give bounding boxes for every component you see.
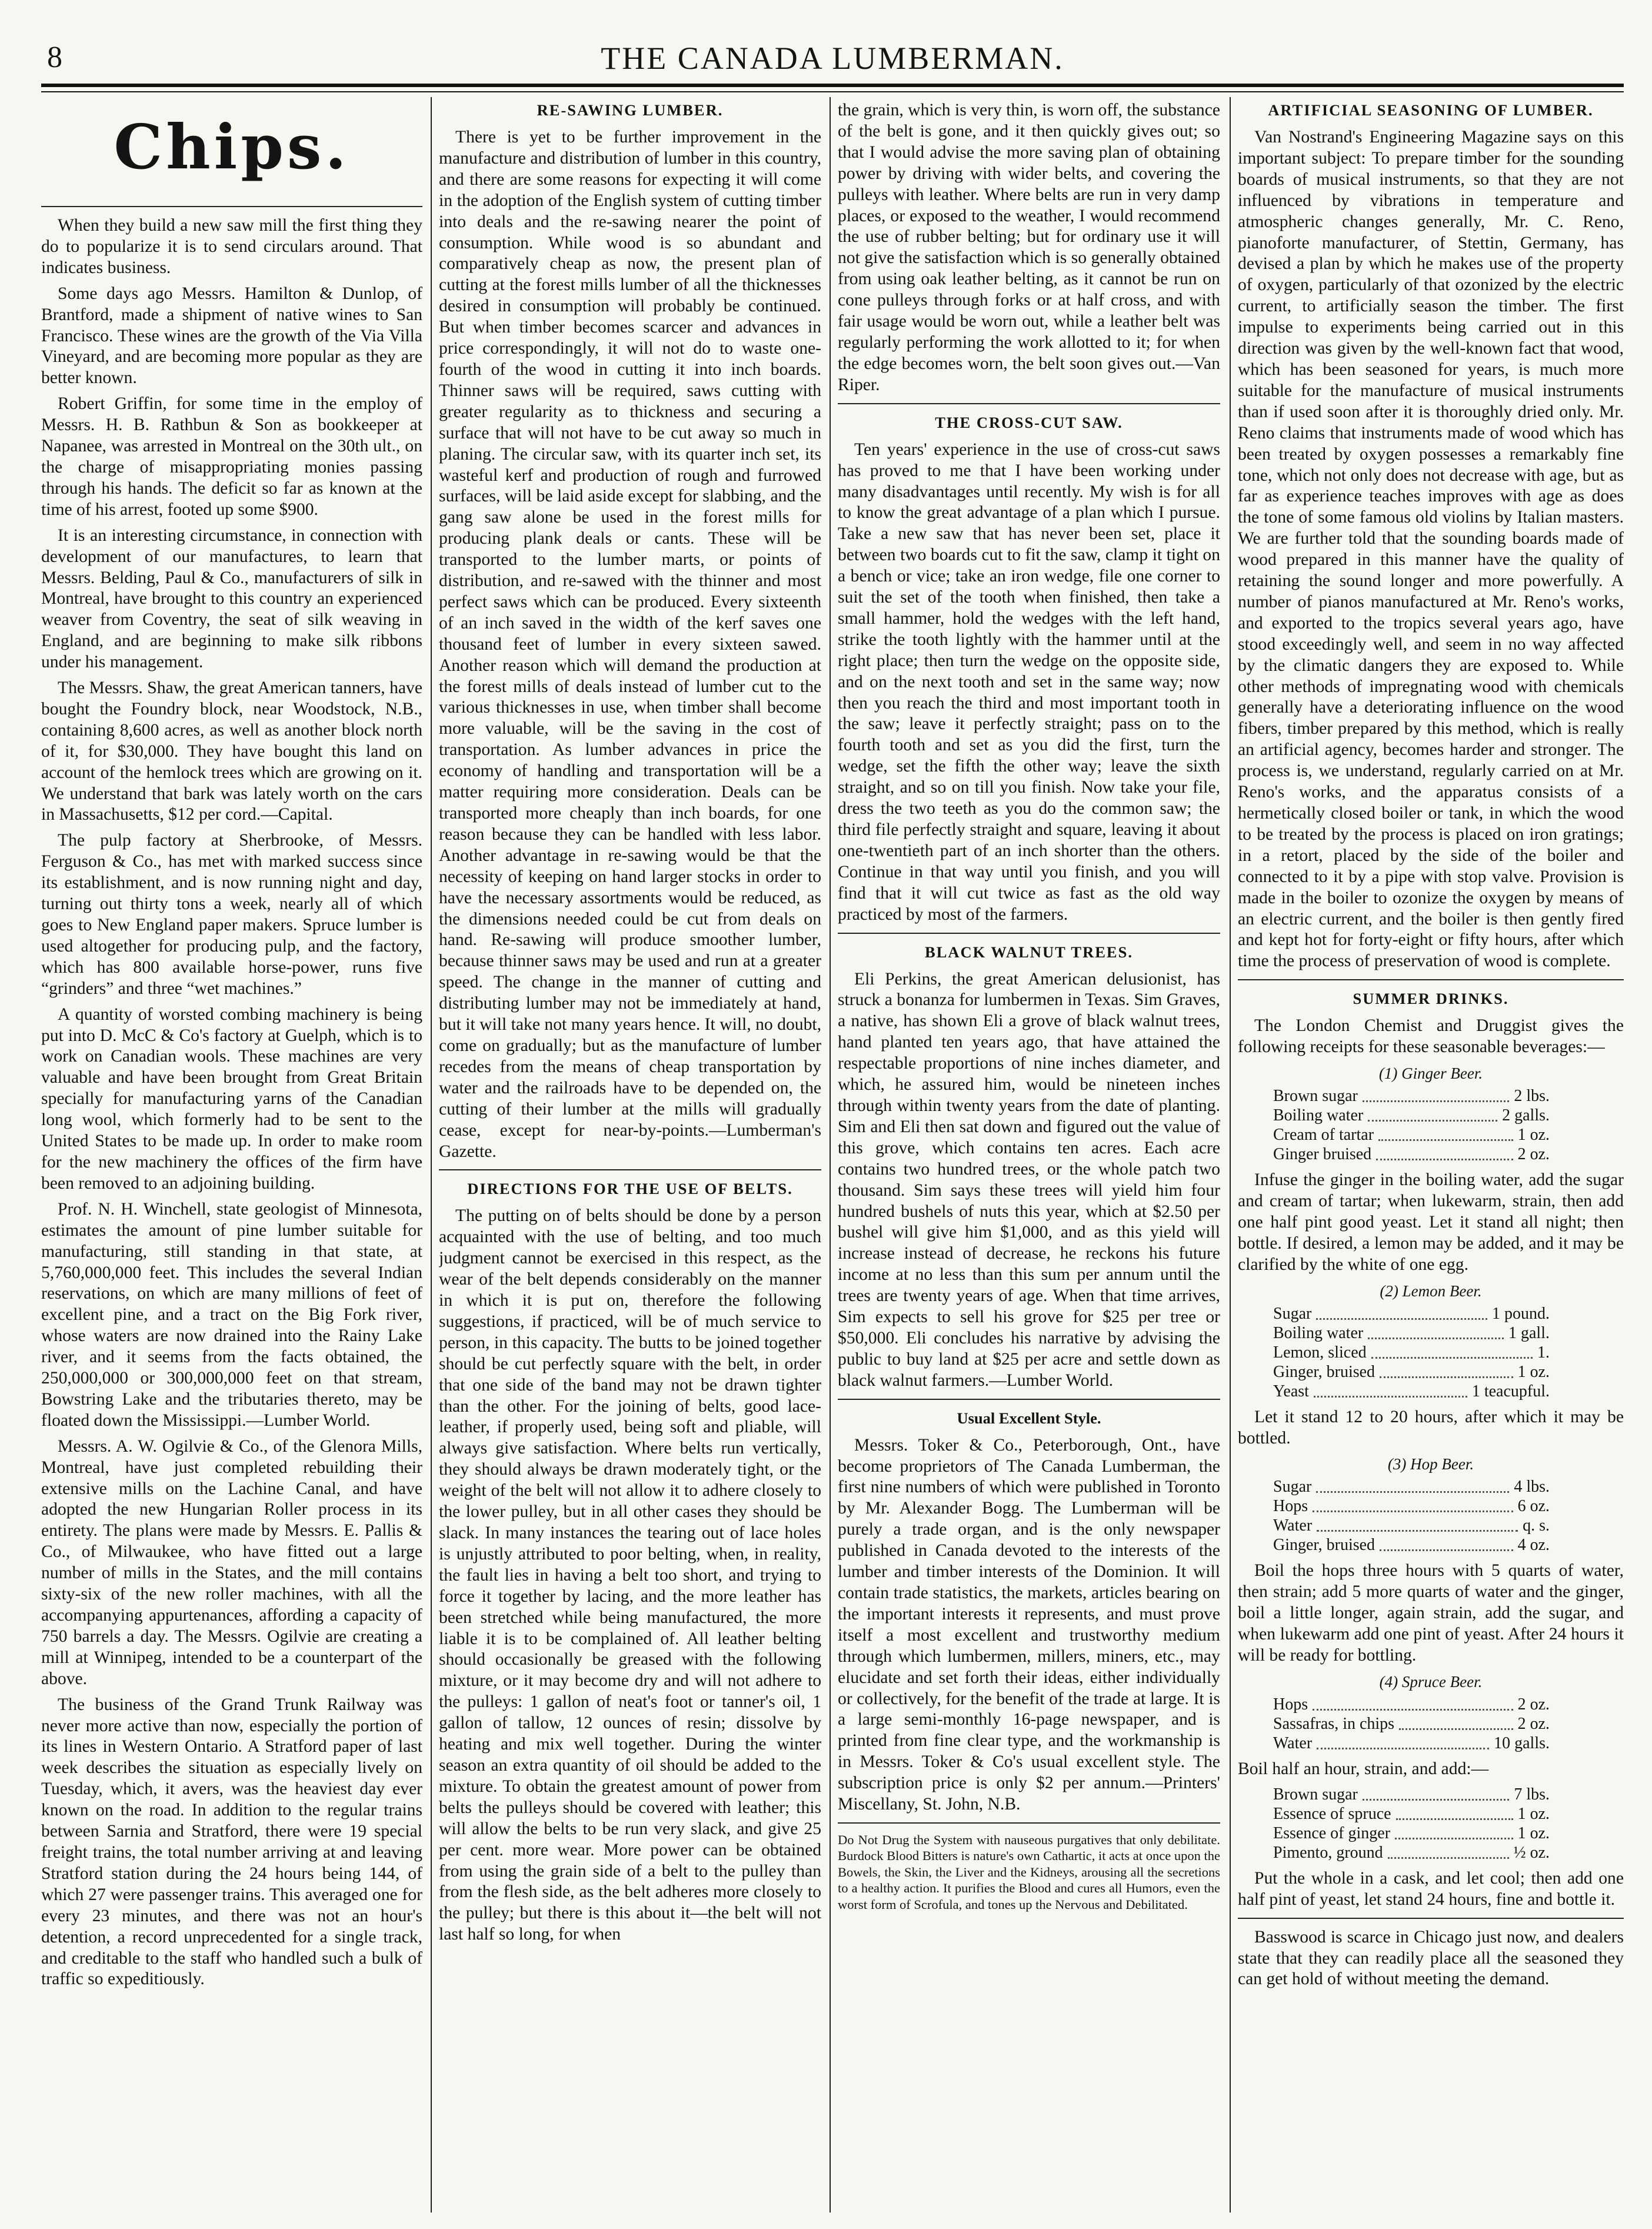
ingredient-quantity: 4 oz. [1517, 1536, 1550, 1555]
paragraph: Robert Griffin, for some time in the employ of Messrs. H. B. Rathbun & Son as bookkeeper at Napanee, was arrested in Montreal on the 30th ult., on the charge of misappropriating monies passing through his hands. The deficit so far as known at the time of his arrest, footed up some $900. [41, 394, 422, 519]
ingredient-quantity: 1. [1537, 1343, 1550, 1362]
ingredient-quantity: q. s. [1523, 1516, 1550, 1535]
chips-heading: Chips. [114, 111, 350, 183]
recipe-ingredient [1273, 1106, 1550, 1125]
recipe-ingredient [1273, 1843, 1550, 1862]
article-headline: RE-SAWING LUMBER. [537, 101, 724, 119]
recipe-ingredient [1273, 1145, 1550, 1164]
ingredient-name: Ginger, bruised [1273, 1362, 1375, 1381]
leader-dots [1395, 1824, 1513, 1839]
article-headline: BLACK WALNUT TREES. [925, 943, 1133, 961]
recipe-list [1273, 1477, 1550, 1555]
leader-dots [1380, 1362, 1513, 1378]
ingredient-quantity: 1 oz. [1517, 1804, 1550, 1823]
column-divider [1230, 97, 1231, 2213]
ingredient-quantity: 1 gall. [1508, 1323, 1550, 1342]
ingredient-name: Brown sugar [1273, 1087, 1358, 1106]
ingredient-name: Sassafras, in chips [1273, 1714, 1395, 1733]
column-3 [838, 100, 1220, 2207]
recipe-title: (1) Ginger Beer. [1378, 1064, 1483, 1083]
recipe-ingredient [1273, 1734, 1550, 1753]
leader-dots [1317, 1516, 1518, 1532]
recipe-ingredient [1273, 1125, 1550, 1145]
paragraph: The pulp factory at Sherbrooke, of Messrs. Ferguson & Co., has met with marked success since its establishment, and is now running night and day, turning out thirty tons a week, nearly all of which goes to New England paper makers. Spruce lumber is used altogether for producing pulp, and the factory, which has 800 available horse-power, runs five “grinders” and three “wet machines.” [41, 831, 422, 998]
recipe-ingredient [1273, 1382, 1550, 1401]
paragraph: The putting on of belts should be done by a person acquainted with the use of belting, and too much judgment cannot be exercised in this respect, as the wear of the belt depends considerably on the manner in which it is put on, therefore the following suggestions, if practiced, will be of much service to person, in this capacity. The butts to be joined together should be cut perfectly square with the belt, in order that one side of the band may not be drawn tighter than the other. For the joining of belts, good lace-leather, if properly used, being soft and pliable, will always give satisfaction. Where belts run vertically, they should always be drawn moderately tight, or the weight of the belt will not allow it to adhere closely to the lower pulley, but in all other cases they should be slack. In many instances the tearing out of lace holes is unjustly attributed to poor belting, when, in reality, the fault lies in having a belt too short, and trying to force it together by lacing, and the more leather has been stretched while being manufactured, the more liable it is to be complained of. All leather belting should occasionally be greased with the following mixture, or it may become dry and will not adhere to the pulleys: 1 gallon of neat's foot or tanner's oil, 1 gallon of tallow, 12 ounces of resin; dissolve by heating and mix well together. During the winter season an extra quantity of oil should be added to the mixture. To obtain the greatest amount of power from belts the pulleys should be covered with leather; this will allow the belts to be run very slack, and give 25 per cent. more wear. More power can be obtained from using the grain side of a belt to the pulley than from the flesh side, as the belt adheres more closely to the pulley; but there is this about it—the belt will not last half so long, for when [439, 1206, 821, 1944]
paragraph: Infuse the ginger in the boiling water, add the sugar and cream of tartar; when lukewarm, strain, then add one half pint good yeast. Let it stand all night; then bottle. If desired, a lemon may be added, and it may be clarified by the white of one egg. [1238, 1170, 1624, 1274]
column-divider [830, 97, 831, 2213]
page-number: 8 [47, 41, 62, 74]
article-headline: DIRECTIONS FOR THE USE OF BELTS. [467, 1180, 793, 1198]
article-headline: SUMMER DRINKS. [1353, 990, 1509, 1008]
paragraph: It is an interesting circumstance, in connection with development of our manufactures, to learn that Messrs. Belding, Paul & Co., manufacturers of silk in Montreal, have brought to this country an experienced weaver from Coventry, the seat of silk weaving in England, and are beginning to make silk ribbons under his management. [41, 525, 422, 672]
ingredient-quantity: 2 lbs. [1514, 1087, 1550, 1106]
leader-dots [1313, 1496, 1513, 1512]
article-headline: THE CROSS-CUT SAW. [935, 413, 1123, 431]
recipe-ingredient [1273, 1785, 1550, 1804]
divider [838, 933, 1220, 934]
divider [41, 206, 422, 207]
paragraph: When they build a new saw mill the first thing they do to popularize it is to send circulars around. That indicates business. [41, 216, 422, 277]
ingredient-quantity: 7 lbs. [1514, 1785, 1550, 1804]
recipe-ingredient [1273, 1304, 1550, 1323]
ingredient-name: Boiling water [1273, 1106, 1364, 1125]
divider [1238, 1918, 1624, 1919]
ingredient-quantity: 10 galls. [1494, 1734, 1550, 1752]
masthead-rule [41, 84, 1624, 87]
ingredient-quantity: 1 oz. [1517, 1126, 1550, 1145]
divider [838, 1399, 1220, 1400]
column-1 [41, 100, 422, 2207]
ingredient-quantity: 2 galls. [1502, 1106, 1550, 1125]
paragraph: the grain, which is very thin, is worn off, the substance of the belt is gone, and it then quickly gives out; so that I would advise the more saving plan of obtaining power by driving with wider belts, and covering the pulleys with leather. Where belts are run in very damp places, or exposed to the weather, I would recommend the use of rubber belting; but for ordinary use it will not give the satisfaction which is so generally obtained from using oak leather belting, as it cannot be run on cone pulleys through forks or at half cross, and with fair usage would be worn out, while a leather belt was regularly performing the work allotted to it; for when the edge becomes worn, the belt soon gives out.—Van Riper. [838, 101, 1220, 394]
paragraph: Boil half an hour, strain, and add:— [1238, 1759, 1489, 1778]
ingredient-quantity: 1 pound. [1492, 1304, 1550, 1323]
paragraph: Put the whole in a cask, and let cool; then add one half pint of yeast, let stand 24 hours, fine and bottle it. [1238, 1868, 1624, 1909]
paragraph: Messrs. Toker & Co., Peterborough, Ont., have become proprietors of The Canada Lumberman, the first nine numbers of which were published in Toronto by Mr. Alexander Bogg. The Lumberman will be purely a trade organ, and is the only newspaper published in Canada devoted to the interests of the lumber and timber interests of the Dominion. It will contain trade statistics, the markets, articles bearing on the important interests it represents, and must prove itself a most excellent and trustworthy medium through which lumbermen, millers, miners, etc., may elucidate and set forth their ideas, either individually or collectively, for the benefit of the trade at large. It is a large semi-monthly 16-page newspaper, and is printed from fine clear type, and the workmanship is in Messrs. Toker & Co's usual excellent style. The subscription price is only $2 per annum.—Printers' Miscellany, St. John, N.B. [838, 1435, 1220, 1814]
leader-dots [1317, 1734, 1489, 1749]
ingredient-name: Hops [1273, 1497, 1308, 1516]
paragraph: There is yet to be further improvement in the manufacture and distribution of lumber in this country, and there are some reasons for expecting it will come in the adoption of the English system of cutting timber into deals and the re-sawing nearer the point of consumption. While wood is so abundant and comparatively cheap as now, the present plan of cutting at the forest mills lumber of all the thicknesses desired in consumption will probably be continued. But when timber becomes scarcer and advances in price correspondingly, it will not do to waste one-fourth of the wood in cutting it into inch boards. Thinner saws will be required, saws cutting with greater regularity as to thickness and securing a surface that will not have to be cut away so much in planing. The circular saw, with its quarter inch set, its wasteful kerf and production of rough and furrowed surfaces, will be laid aside except for slabbing, and the gang saw alone be used in the forest mills for producing plank deals or cants. These will be transported to the lumber marts, or points of distribution, and re-sawed with the thinner and most perfect saws which can be produced. Every sixteenth of an inch saved in the width of the kerf saves one thousand feet of lumber in every sixteen sawed. Another reason which will demand the production at the forest mills of deals instead of lumber cut to the various thicknesses in use, when timber shall become more valuable, will be the saving in the cost of transportation. As lumber advances in price the economy of handling and transportation will be a matter requiring more consideration. Deals can be transported more cheaply than inch boards, for one reason because they can be handled with less labor. Another advantage in re-sawing would be that the necessity of keeping on hand larger stocks in order to have the necessary assortments would be reduced, as the dimensions needed could be cut from deals on hand. Re-sawing will produce smoother lumber, because thinner saws may be used and run at a greater speed. The change in the manner of cutting and distributing lumber may not be immediately at hand, but it will take not many years hence. It will, no doubt, come on gradually; but as the manufacture of lumber recedes from the means of cheap transportation by water and the railroads have to be depended on, the cutting of their lumber at the mills will gradually cease, except for near-by-points.—Lumberman's Gazette. [439, 128, 821, 1161]
recipe-ingredient [1273, 1323, 1550, 1343]
recipe-ingredient [1273, 1824, 1550, 1843]
ingredient-quantity: 1 oz. [1517, 1362, 1550, 1381]
paragraph: Ten years' experience in the use of cross-cut saws has proved to me that I have been working under many disadvantages until recently. My wish is for all to know the great advantage of a plan which I pursue. Take a new saw that has never been set, place it between two boards cut to fit the saw, clamp it tight on a bench or vice; take an iron wedge, file one corner to suit the set of the tooth when finished, then take a small hammer, hold the wedges with the left hand, strike the tooth lightly with the hammer until at the right place; then turn the wedge on the opposite side, and on the next tooth and set in the same way; now then you reach the third and most important tooth in the saw; leave it perfectly straight; pass on to the fourth tooth and set as you did the first, turn the wedge, set the fifth the other way; leave the sixth straight, and so on till you finish. Now take your file, dress the two teeth as you do the common saw; the third file perfectly straight and square, leaving it about one-twentieth part of an inch shorter than the others. Continue in that way until you finish, and you will find that it will cut twice as fast as the old way practiced by most of the farmers. [838, 440, 1220, 924]
recipe-ingredient [1273, 1477, 1550, 1496]
divider [838, 403, 1220, 404]
ingredient-name: Ginger, bruised [1273, 1536, 1375, 1555]
column-4 [1238, 100, 1624, 2207]
leader-dots [1314, 1382, 1467, 1398]
recipe-ingredient [1273, 1804, 1550, 1824]
ingredient-name: Pimento, ground [1273, 1843, 1383, 1862]
column-2 [439, 100, 821, 2207]
column-divider [431, 97, 432, 2213]
ingredient-name: Brown sugar [1273, 1785, 1358, 1804]
ingredient-quantity: 6 oz. [1517, 1497, 1550, 1516]
recipe-list [1273, 1785, 1550, 1862]
divider [1238, 979, 1624, 980]
ingredient-quantity: 1 teacupful. [1471, 1382, 1550, 1400]
leader-dots [1399, 1714, 1513, 1730]
paragraph: Basswood is scarce in Chicago just now, and dealers state that they can readily place all the seasoned they can get hold of without meeting the demand. [1238, 1927, 1624, 1989]
paragraph: Van Nostrand's Engineering Magazine says on this important subject: To prepare timber for the sounding boards of musical instruments, so that they are not influenced by vibrations in temperature and atmospheric changes generally, Mr. C. Reno, pianoforte manufacturer, of Stettin, Germany, has devised a plan by which he makes use of the property of oxygen, particularly of that ozonized by the electric current, to artificially season the timber. The first impulse to experiments being carried out in this direction was given by the well-known fact that wood, which has been seasoned for years, is much more suitable for the manufacture of musical instruments than if used soon after it is thoroughly dried only. Mr. Reno claims that instruments made of wood which has been treated by oxygen possesses a remarkably fine tone, which not only does not decrease with age, but as far as experience teaches improves with age as does the tone of some famous old violins by Italian masters. We are further told that the sounding boards made of wood prepared in this manner have the quality of retaining the sound longer and more powerfully. A number of pianos manufactured at Mr. Reno's works, and exported to the tropics several years ago, have stood exceedingly well, and seem in no way affected by the climatic dangers they are exposed to. While other methods of impregnating wood with chemicals generally have a deteriorating influence on the wood fibers, timber prepared by this method, which is really an artificial agency, becomes harder and stronger. The process is, we understand, regularly carried on at Mr. Reno's works, and the apparatus consists of a hermetically closed boiler or tank, in which the wood to be treated by the process is placed on iron gratings; in a retort, placed by the side of the boiler and connected to it by a pipe with stop valve. Provision is made in the boiler to ozonize the oxygen by means of an electric current, and the boiler is then gently fired and kept hot for forty-eight or fifty hours, after which time the process of preservation of wood is complete. [1238, 128, 1624, 971]
paragraph: Eli Perkins, the great American delusionist, has struck a bonanza for lumbermen in Texas. Sim Graves, a native, has shown Eli a grove of black walnut trees, hand planted ten years ago, that have attained the respectable proportions of nine inches diameter, and which, he assured him, would be nineteen inches through within twenty years from the date of planting. Sim and Eli then sat down and figured out the value of this grove, which contains ten acres. Each acre contains two hundred trees, or the whole patch two thousand. Sim says these trees will yield him four hundred bushels of nuts this year, which at $2.50 per bushel will give him $1,000, and as this yield will increase instead of decrease, he reckons his future income at no less than this sum per annum until the trees are twenty years of age. When that time arrives, Sim expects to sell his grove for $25 per tree or $50,000. Eli concludes his narrative by advising the public to buy land at $25 per acre and settle down as black walnut farmers.—Lumber World. [838, 969, 1220, 1390]
ingredient-name: Yeast [1273, 1382, 1309, 1400]
paragraph: Boil the hops three hours with 5 quarts of water, then strain; add 5 more quarts of water and the ginger, boil a little longer, again strain, add the sugar, and when lukewarm add one pint of yeast. After 24 hours it will be ready for bottling. [1238, 1561, 1624, 1665]
ingredient-quantity: 2 oz. [1517, 1695, 1550, 1714]
leader-dots [1371, 1343, 1533, 1359]
ingredient-name: Cream of tartar [1273, 1126, 1374, 1145]
paragraph: Messrs. A. W. Ogilvie & Co., of the Glenora Mills, Montreal, have just completed rebuilding their extensive mills on the Lachine Canal, and have adopted the new Hungarian Roller process in its entirety. The plans were made by Messrs. E. Pallis & Co., of Milwaukee, who have fitted out a large number of mills in the States, and the mill contains sixty-six of the new roller machines, with all the accompanying appurtenances, affording a capacity of 750 barrels a day. The Messrs. Ogilvie are creating a mill at Winnipeg, intended to be a counterpart of the above. [41, 1436, 422, 1688]
divider [439, 1169, 821, 1170]
divider [838, 1822, 1220, 1824]
ingredient-name: Lemon, sliced [1273, 1343, 1367, 1362]
ingredient-name: Essence of ginger [1273, 1824, 1391, 1842]
recipe-ingredient [1273, 1714, 1550, 1734]
paragraph: The Messrs. Shaw, the great American tanners, have bought the Foundry block, near Woodstock, N.B., containing 8,600 acres, as well as another block north of it, for $30,000. They have bought this land on account of the hemlock trees which are growing on it. We understand that bark was lately worth on the cars in Massachusetts, $12 per cord.—Capital. [41, 678, 422, 824]
recipe-list [1273, 1086, 1550, 1164]
paragraph: Prof. N. H. Winchell, state geologist of Minnesota, estimates the amount of pine lumber suitable for manufacturing, still standing in that state, at 5,760,000,000 feet. This includes the several Indian reservations, on which are many millions of feet of excellent pine, and a tract on the Big Fork river, whose waters are now drained into the Rainy Lake river, and it seems from the facts obtained, the 250,000,000 or 300,000,000 feet on that stream, Bowstring Lake and the tributaries thereto, may be floated down the Mississippi.—Lumber World. [41, 1199, 422, 1430]
leader-dots [1316, 1304, 1487, 1320]
recipe-ingredient [1273, 1535, 1550, 1555]
recipe-ingredient [1273, 1086, 1550, 1106]
ingredient-name: Water [1273, 1734, 1313, 1752]
paragraph: Some days ago Messrs. Hamilton & Dunlop, of Brantford, made a shipment of native wines to San Francisco. These wines are the growth of the Via Villa Vineyard, and are becoming more popular as they are better known. [41, 284, 422, 388]
leader-dots [1363, 1086, 1509, 1102]
recipe-title: (3) Hop Beer. [1387, 1455, 1474, 1473]
ingredient-quantity: 2 oz. [1517, 1145, 1550, 1164]
newspaper-title: THE CANADA LUMBERMAN. [601, 41, 1064, 76]
recipe-title: (4) Spruce Beer. [1379, 1672, 1483, 1691]
ingredient-name: Essence of spruce [1273, 1804, 1391, 1823]
masthead-rule-thin [41, 91, 1624, 92]
ingredient-quantity: 4 lbs. [1514, 1478, 1550, 1496]
leader-dots [1378, 1125, 1513, 1141]
ingredient-name: Sugar [1273, 1304, 1312, 1323]
paragraph: Let it stand 12 to 20 hours, after which it may be bottled. [1238, 1407, 1624, 1448]
recipe-ingredient [1273, 1695, 1550, 1714]
paragraph: The London Chemist and Druggist gives the following receipts for these seasonable beverages:— [1238, 1016, 1624, 1057]
ingredient-name: Ginger bruised [1273, 1145, 1372, 1164]
recipe-list [1273, 1304, 1550, 1401]
ingredient-name: Sugar [1273, 1478, 1312, 1496]
advertisement: Do Not Drug the System with nauseous purgatives that only debilitate. Burdock Blood Bitters is nature's own Cathartic, it acts at once upon the Bowels, the Skin, the Liver and the Kidneys, arousing all the secretions to a healthy action. It purifies the Blood and cures all Humors, even the worst form of Scrofula, and tones up the Nervous and Debilitated. [838, 1832, 1220, 1912]
leader-dots [1388, 1843, 1509, 1859]
ingredient-name: Hops [1273, 1695, 1308, 1714]
leader-dots [1376, 1145, 1513, 1160]
recipe-ingredient [1273, 1362, 1550, 1382]
article-headline: ARTIFICIAL SEASONING OF LUMBER. [1268, 101, 1594, 119]
leader-dots [1368, 1323, 1504, 1339]
leader-dots [1316, 1477, 1509, 1493]
ingredient-quantity: 2 oz. [1517, 1714, 1550, 1733]
recipe-ingredient [1273, 1496, 1550, 1516]
article-headline: Usual Excellent Style. [957, 1409, 1101, 1427]
masthead [41, 35, 1624, 88]
paragraph: A quantity of worsted combing machinery is being put into D. McC & Co's factory at Guelph, which is to work on Canadian wools. These machines are very valuable and have been brought from Great Britain specially for manufacturing yarns of the Canadian long wool, which formerly had to be sent to the United States to be made up. In order to make room for the new machinery the offices of the firm have been removed to an adjoining building. [41, 1004, 422, 1193]
leader-dots [1313, 1695, 1513, 1711]
recipe-ingredient [1273, 1516, 1550, 1535]
recipe-list [1273, 1695, 1550, 1753]
paragraph: The business of the Grand Trunk Railway was never more active than now, especially the portion of its lines in Western Ontario. A Stratford paper of last week describes the situation as especially lively on Tuesday, which, it avers, was the heaviest day ever known on the road. In addition to the regular trains between Sarnia and Stratford, there were 19 special freight trains, the total number arriving at and leaving Stratford station during the 24 hours being 144, of which 27 were passenger trains. This averaged one for every 23 minutes, and there was not an hour's detention, a record unprecedented for a single track, and creditable to the staff who handled such a bulk of traffic so expeditiously. [41, 1695, 422, 1989]
recipe-title: (2) Lemon Beer. [1380, 1282, 1482, 1300]
leader-dots [1363, 1785, 1509, 1801]
ingredient-quantity: 1 oz. [1517, 1824, 1550, 1842]
ingredient-name: Water [1273, 1516, 1313, 1535]
leader-dots [1396, 1804, 1513, 1820]
ingredient-name: Boiling water [1273, 1323, 1364, 1342]
leader-dots [1368, 1106, 1497, 1122]
ingredient-quantity: ½ oz. [1513, 1843, 1550, 1862]
recipe-ingredient [1273, 1343, 1550, 1362]
leader-dots [1380, 1535, 1513, 1551]
